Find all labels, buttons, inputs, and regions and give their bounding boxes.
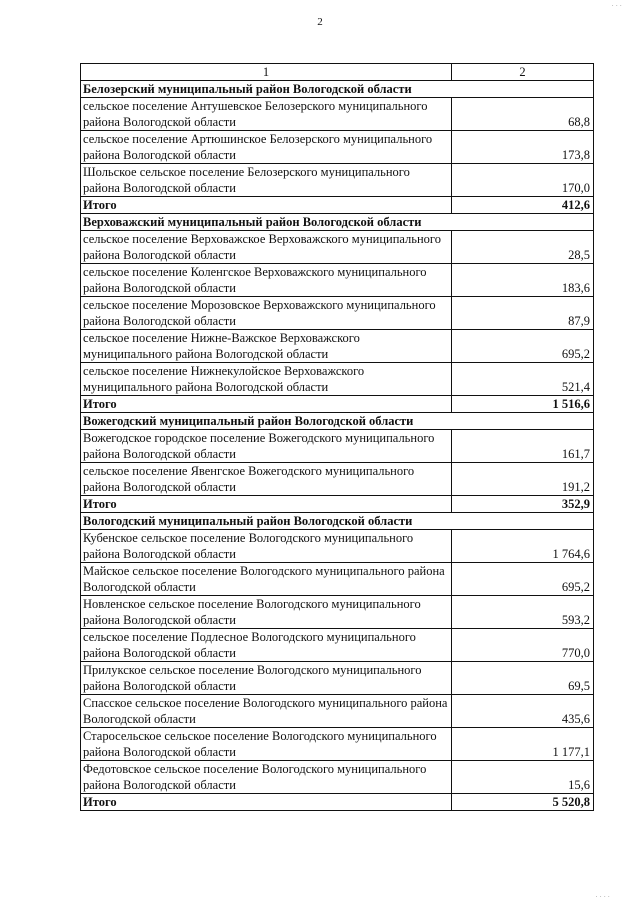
settlement-value: 68,8 bbox=[452, 98, 594, 131]
settlement-value: 161,7 bbox=[452, 430, 594, 463]
settlement-value: 170,0 bbox=[452, 164, 594, 197]
settlement-value: 593,2 bbox=[452, 596, 594, 629]
settlement-value: 87,9 bbox=[452, 297, 594, 330]
settlement-value: 770,0 bbox=[452, 629, 594, 662]
district-title: Белозерский муниципальный район Вологодской области bbox=[81, 81, 594, 98]
table-row bbox=[81, 563, 594, 596]
table-row bbox=[81, 363, 594, 396]
settlement-name: сельское поселение Морозовское Верховажского муниципального района Вологодской области bbox=[81, 297, 452, 330]
settlement-value: 173,8 bbox=[452, 131, 594, 164]
column-header-1: 1 bbox=[81, 64, 452, 81]
district-title: Верховажский муниципальный район Вологодской области bbox=[81, 214, 594, 231]
district-header-row bbox=[81, 513, 594, 530]
settlement-value: 28,5 bbox=[452, 231, 594, 264]
table-row bbox=[81, 330, 594, 363]
total-row bbox=[81, 396, 594, 413]
settlement-name: Майское сельское поселение Вологодского муниципального района Вологодской области bbox=[81, 563, 452, 596]
column-header-row bbox=[81, 64, 594, 81]
table-row bbox=[81, 231, 594, 264]
district-header-row bbox=[81, 81, 594, 98]
table-row bbox=[81, 596, 594, 629]
settlement-name: сельское поселение Нижнекулойское Верховажского муниципального района Вологодской области bbox=[81, 363, 452, 396]
settlement-name: сельское поселение Верховажское Верховажского муниципального района Вологодской области bbox=[81, 231, 452, 264]
table-row bbox=[81, 430, 594, 463]
table-row bbox=[81, 662, 594, 695]
settlement-value: 191,2 bbox=[452, 463, 594, 496]
settlement-value: 695,2 bbox=[452, 330, 594, 363]
settlement-name: Кубенское сельское поселение Вологодского муниципального района Вологодской области bbox=[81, 530, 452, 563]
settlement-name: сельское поселение Антушевское Белозерского муниципального района Вологодской области bbox=[81, 98, 452, 131]
settlement-value: 695,2 bbox=[452, 563, 594, 596]
settlement-name: Вожегодское городское поселение Вожегодского муниципального района Вологодской области bbox=[81, 430, 452, 463]
settlement-name: сельское поселение Подлесное Вологодского муниципального района Вологодской области bbox=[81, 629, 452, 662]
scan-mark-top: · · · bbox=[611, 2, 622, 10]
settlement-value: 1 764,6 bbox=[452, 530, 594, 563]
total-row bbox=[81, 496, 594, 513]
column-header-2: 2 bbox=[452, 64, 594, 81]
settlement-name: Старосельское сельское поселение Вологодского муниципального района Вологодской области bbox=[81, 728, 452, 761]
table-row bbox=[81, 728, 594, 761]
total-label: Итого bbox=[81, 396, 452, 413]
total-row bbox=[81, 197, 594, 214]
district-header-row bbox=[81, 413, 594, 430]
settlement-name: сельское поселение Нижне-Важское Верховажского муниципального района Вологодской области bbox=[81, 330, 452, 363]
settlement-name: сельское поселение Артюшинское Белозерского муниципального района Вологодской области bbox=[81, 131, 452, 164]
total-label: Итого bbox=[81, 197, 452, 214]
settlement-name: сельское поселение Явенгское Вожегодского муниципального района Вологодской области bbox=[81, 463, 452, 496]
total-value: 1 516,6 bbox=[452, 396, 594, 413]
table-row bbox=[81, 629, 594, 662]
table-row bbox=[81, 530, 594, 563]
settlement-value: 435,6 bbox=[452, 695, 594, 728]
total-label: Итого bbox=[81, 794, 452, 811]
district-header-row bbox=[81, 214, 594, 231]
total-label: Итого bbox=[81, 496, 452, 513]
table-row bbox=[81, 131, 594, 164]
settlement-name: Прилукское сельское поселение Вологодского муниципального района Вологодской области bbox=[81, 662, 452, 695]
settlement-name: Новленское сельское поселение Вологодского муниципального района Вологодской области bbox=[81, 596, 452, 629]
district-title: Вожегодский муниципальный район Вологодской области bbox=[81, 413, 594, 430]
total-value: 5 520,8 bbox=[452, 794, 594, 811]
table-row bbox=[81, 297, 594, 330]
settlement-value: 15,6 bbox=[452, 761, 594, 794]
settlement-value: 183,6 bbox=[452, 264, 594, 297]
table-row bbox=[81, 164, 594, 197]
total-value: 412,6 bbox=[452, 197, 594, 214]
district-title: Вологодский муниципальный район Вологодской области bbox=[81, 513, 594, 530]
table-row bbox=[81, 761, 594, 794]
budget-table bbox=[80, 63, 594, 811]
scan-mark-bottom: · · · · bbox=[595, 893, 610, 901]
settlement-value: 69,5 bbox=[452, 662, 594, 695]
table-row bbox=[81, 695, 594, 728]
settlement-name: сельское поселение Коленгское Верховажского муниципального района Вологодской области bbox=[81, 264, 452, 297]
table-row bbox=[81, 463, 594, 496]
settlement-value: 1 177,1 bbox=[452, 728, 594, 761]
settlement-name: Спасское сельское поселение Вологодского муниципального района Вологодской области bbox=[81, 695, 452, 728]
total-row bbox=[81, 794, 594, 811]
page-number: 2 bbox=[317, 16, 323, 28]
total-value: 352,9 bbox=[452, 496, 594, 513]
settlement-name: Федотовское сельское поселение Вологодского муниципального района Вологодской области bbox=[81, 761, 452, 794]
table-row bbox=[81, 264, 594, 297]
settlement-value: 521,4 bbox=[452, 363, 594, 396]
table-row bbox=[81, 98, 594, 131]
settlement-name: Шольское сельское поселение Белозерского муниципального района Вологодской области bbox=[81, 164, 452, 197]
